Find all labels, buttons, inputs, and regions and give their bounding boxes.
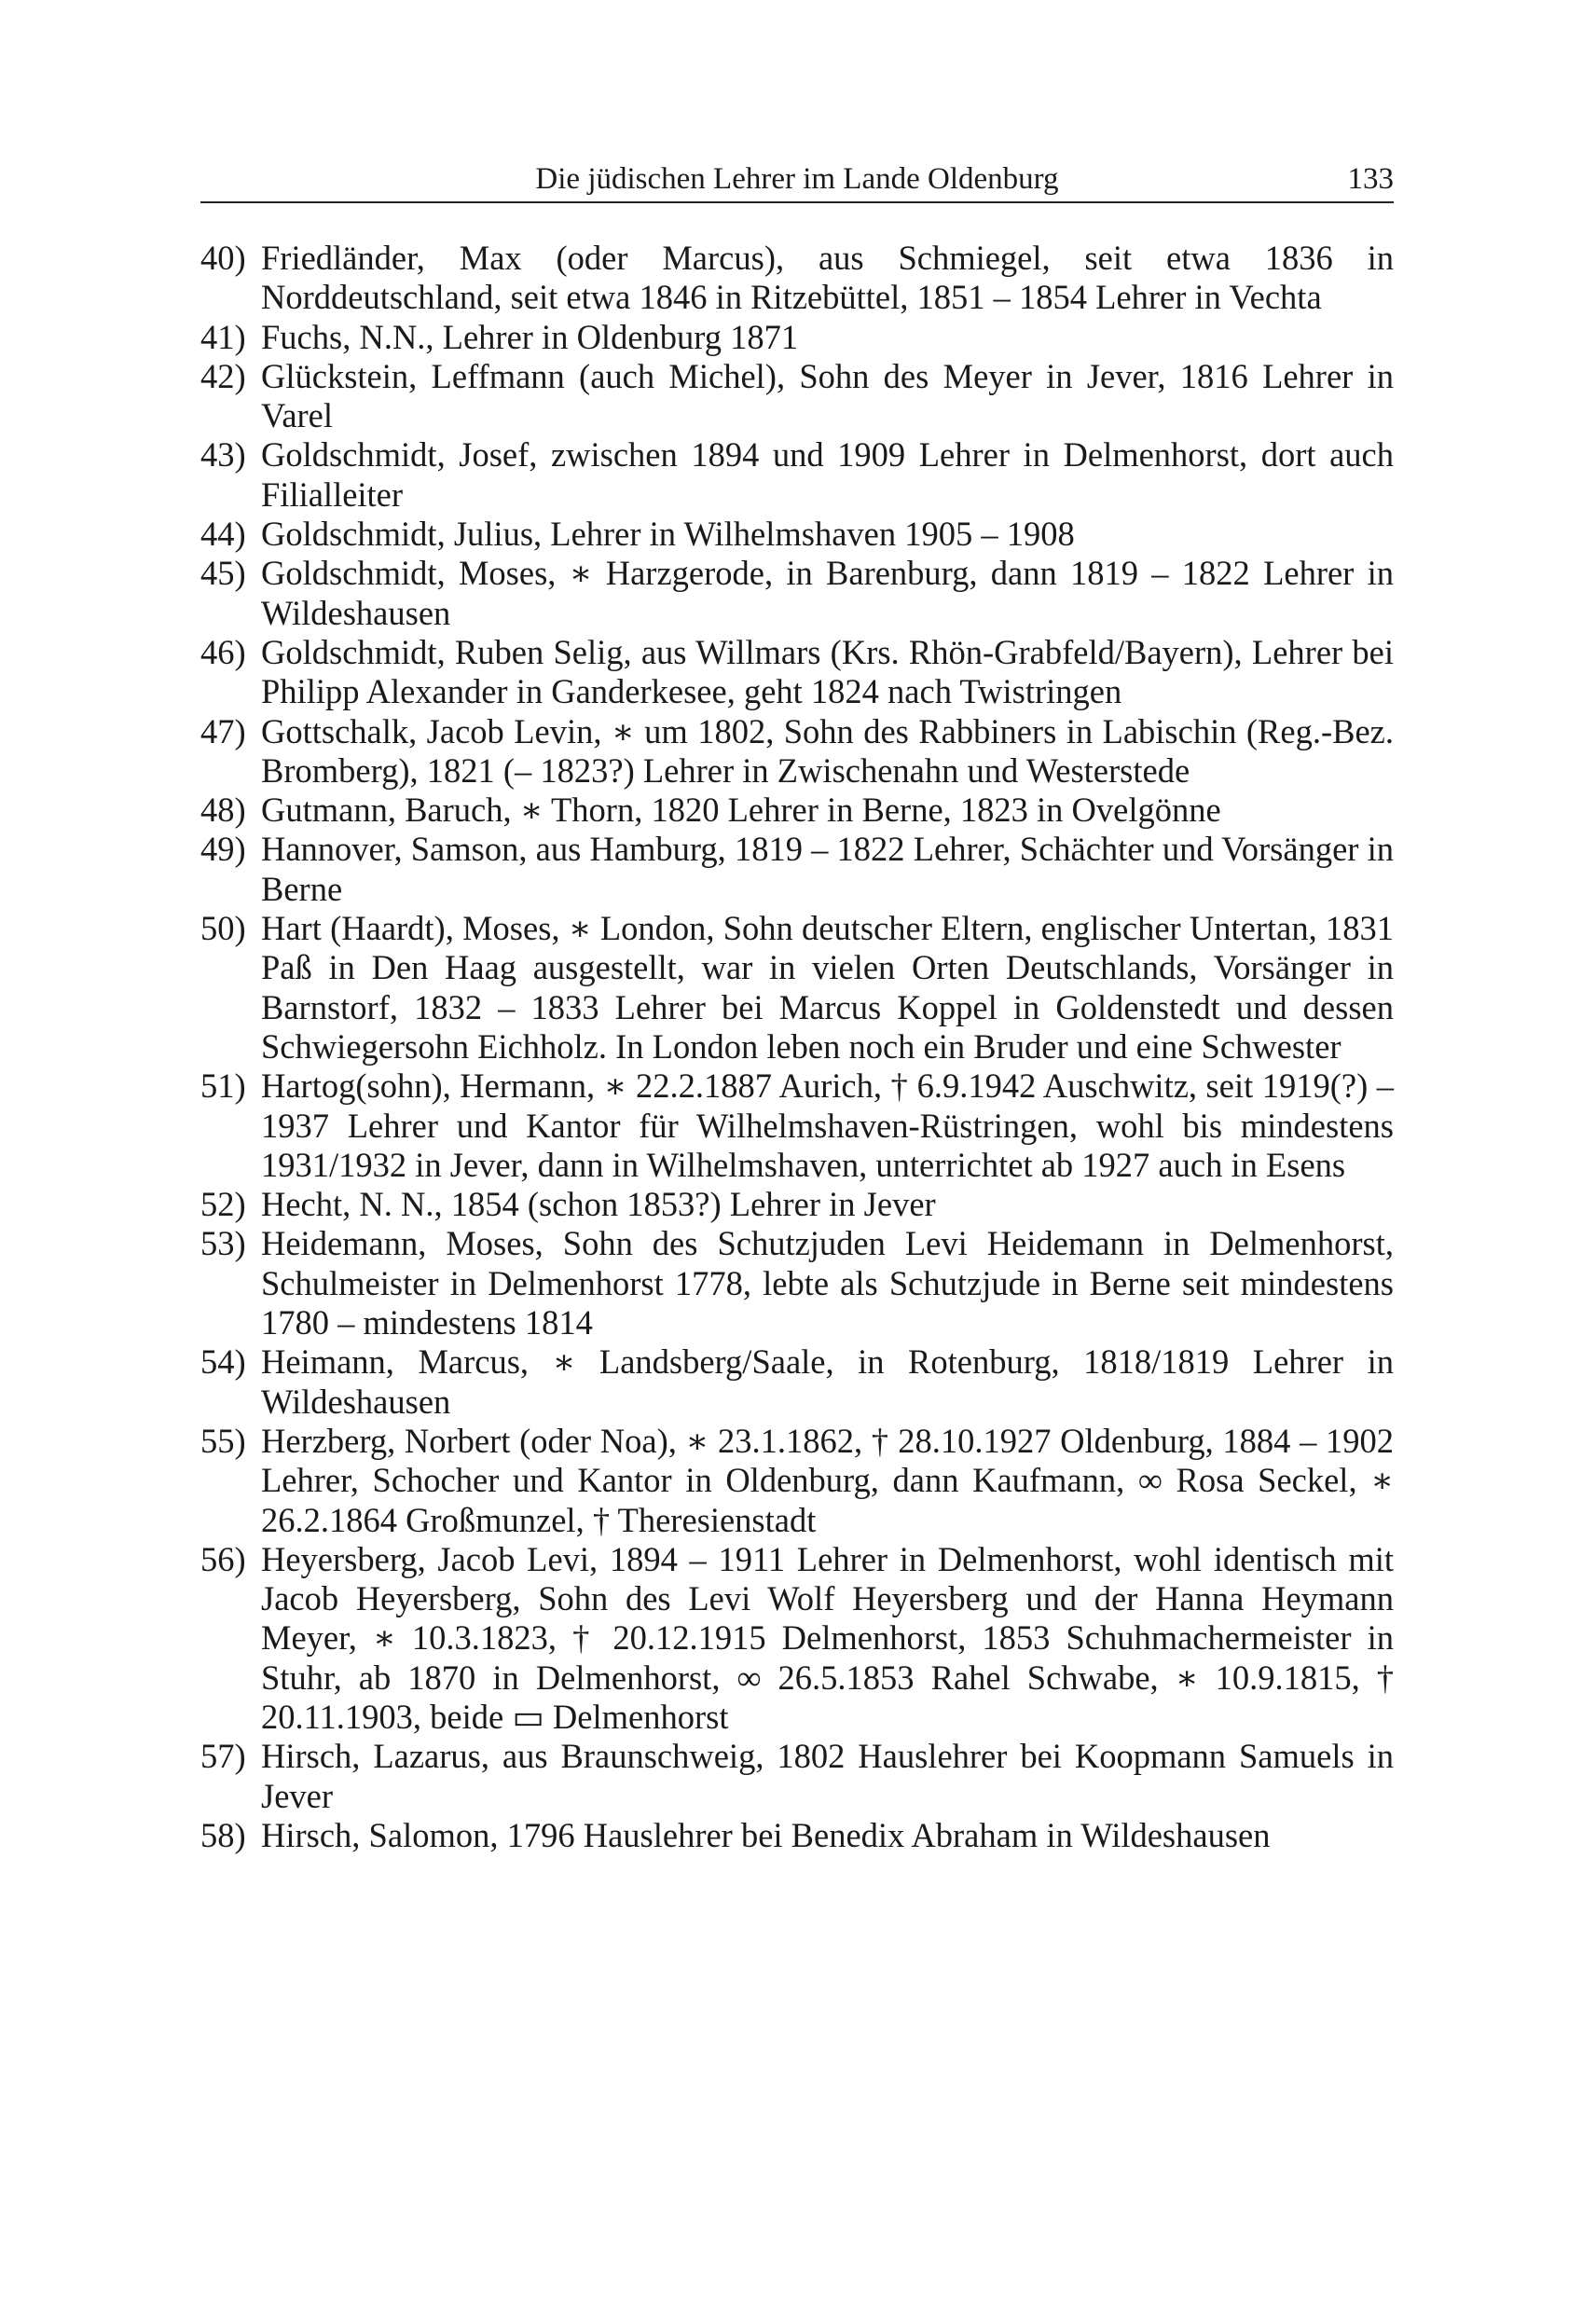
entry-number: 51) xyxy=(200,1067,246,1106)
entry-53 xyxy=(200,1224,1394,1342)
entry-text: Heyersberg, Jacob Levi, 1894 – 1911 Lehrer in Delmenhorst, wohl identisch mit Jacob Heyersberg, Sohn des Levi Wolf Heyersberg und der Hanna Heymann Meyer, ∗ 10.3.1823, † 20.12.1915 Delmenhorst, 1853 Schuhmachermeister in Stuhr, ab 1870 in Delmenhorst, ∞ 26.5.1853 Rahel Schwabe, ∗ 10.9.1815, † 20.11.1903, beide ▭ Delmenhorst xyxy=(261,1539,1394,1736)
entry-number: 58) xyxy=(200,1815,246,1854)
entry-48 xyxy=(200,791,1394,830)
entry-number: 56) xyxy=(200,1539,246,1578)
entry-text: Hartog(sohn), Hermann, ∗ 22.2.1887 Aurich, † 6.9.1942 Auschwitz, seit 1919(?) – 1937 Lehrer und Kantor für Wilhelmshaven-Rüstringen, wohl bis mindestens 1931/1932 in Jever, dann in Wilhelmshaven, unterrichtet ab 1927 auch in Esens xyxy=(261,1067,1394,1184)
entry-text: Hart (Haardt), Moses, ∗ London, Sohn deutscher Eltern, englischer Untertan, 1831 Paß in Den Haag ausgestellt, war in vielen Orten Deutschlands, Vorsänger in Barnstorf, 1832 – 1833 Lehrer bei Marcus Koppel in Goldenstedt und dessen Schwiegersohn Eichholz. In London leben noch ein Bruder und eine Schwester xyxy=(261,909,1394,1066)
entry-58 xyxy=(200,1816,1394,1855)
entry-text: Fuchs, N.N., Lehrer in Oldenburg 1871 xyxy=(261,317,799,356)
entry-49 xyxy=(200,830,1394,909)
entry-text: Goldschmidt, Moses, ∗ Harzgerode, in Barenburg, dann 1819 – 1822 Lehrer in Wildeshausen xyxy=(261,554,1394,632)
entry-text: Goldschmidt, Ruben Selig, aus Willmars (Krs. Rhön-Grabfeld/Bayern), Lehrer bei Philipp Alexander in Ganderkesee, geht 1824 nach Twistringen xyxy=(261,632,1394,711)
entry-number: 53) xyxy=(200,1224,246,1263)
page-number: 133 xyxy=(1347,162,1394,196)
running-title: Die jüdischen Lehrer im Lande Oldenburg xyxy=(535,162,1059,196)
entry-text: Hirsch, Lazarus, aus Braunschweig, 1802 Hauslehrer bei Koopmann Samuels in Jever xyxy=(261,1737,1394,1815)
entry-number: 57) xyxy=(200,1737,246,1776)
entry-number: 47) xyxy=(200,711,246,750)
entry-44 xyxy=(200,515,1394,554)
entry-46 xyxy=(200,633,1394,712)
entry-number: 48) xyxy=(200,791,246,830)
entry-number: 54) xyxy=(200,1342,246,1382)
entry-number: 41) xyxy=(200,317,246,356)
entry-text: Hirsch, Salomon, 1796 Hauslehrer bei Benedix Abraham in Wildeshausen xyxy=(261,1815,1271,1854)
entry-number: 46) xyxy=(200,632,246,671)
entry-number: 49) xyxy=(200,830,246,869)
entry-text: Gottschalk, Jacob Levin, ∗ um 1802, Sohn des Rabbiners in Labischin (Reg.-Bez. Bromberg), 1821 (– 1823?) Lehrer in Zwischenahn und Westerstede xyxy=(261,711,1394,790)
entry-text: Heimann, Marcus, ∗ Landsberg/Saale, in Rotenburg, 1818/1819 Lehrer in Wildeshausen xyxy=(261,1342,1394,1421)
entry-text: Goldschmidt, Julius, Lehrer in Wilhelmshaven 1905 – 1908 xyxy=(261,515,1075,554)
page-header xyxy=(200,157,1394,203)
entry-50 xyxy=(200,909,1394,1067)
entry-51 xyxy=(200,1067,1394,1185)
entry-47 xyxy=(200,712,1394,791)
entry-number: 42) xyxy=(200,356,246,395)
entry-54 xyxy=(200,1342,1394,1422)
entry-52 xyxy=(200,1185,1394,1224)
entry-40 xyxy=(200,239,1394,318)
entry-45 xyxy=(200,554,1394,633)
entry-text: Heidemann, Moses, Sohn des Schutzjuden Levi Heidemann in Delmenhorst, Schulmeister in Delmenhorst 1778, lebte als Schutzjude in Berne seit mindestens 1780 – mindestens 1814 xyxy=(261,1224,1394,1342)
entry-text: Hannover, Samson, aus Hamburg, 1819 – 1822 Lehrer, Schächter und Vorsänger in Berne xyxy=(261,830,1394,908)
entry-number: 52) xyxy=(200,1185,246,1224)
entry-text: Friedländer, Max (oder Marcus), aus Schmiegel, seit etwa 1836 in Norddeutschland, seit etwa 1846 in Ritzebüttel, 1851 – 1854 Lehrer in Vechta xyxy=(261,239,1394,317)
entry-56 xyxy=(200,1540,1394,1737)
entry-number: 50) xyxy=(200,909,246,948)
entry-text: Glückstein, Leffmann (auch Michel), Sohn des Meyer in Jever, 1816 Lehrer in Varel xyxy=(261,356,1394,435)
entry-text: Goldschmidt, Josef, zwischen 1894 und 1909 Lehrer in Delmenhorst, dort auch Filialleiter xyxy=(261,435,1394,514)
entry-55 xyxy=(200,1422,1394,1540)
entry-41 xyxy=(200,318,1394,357)
entry-number: 40) xyxy=(200,239,246,277)
entry-text: Gutmann, Baruch, ∗ Thorn, 1820 Lehrer in Berne, 1823 in Ovelgönne xyxy=(261,791,1221,830)
entry-number: 45) xyxy=(200,554,246,593)
entry-57 xyxy=(200,1737,1394,1816)
entry-43 xyxy=(200,435,1394,515)
entry-list xyxy=(200,239,1394,1855)
entry-text: Hecht, N. N., 1854 (schon 1853?) Lehrer in Jever xyxy=(261,1185,936,1224)
entry-number: 43) xyxy=(200,435,246,475)
entry-number: 44) xyxy=(200,515,246,554)
entry-text: Herzberg, Norbert (oder Noa), ∗ 23.1.1862, † 28.10.1927 Oldenburg, 1884 – 1902 Lehrer, Schocher und Kantor in Oldenburg, dann Kaufmann, ∞ Rosa Seckel, ∗ 26.2.1864 Großmunzel, † Theresienstadt xyxy=(261,1421,1394,1539)
entry-number: 55) xyxy=(200,1421,246,1460)
entry-42 xyxy=(200,357,1394,436)
